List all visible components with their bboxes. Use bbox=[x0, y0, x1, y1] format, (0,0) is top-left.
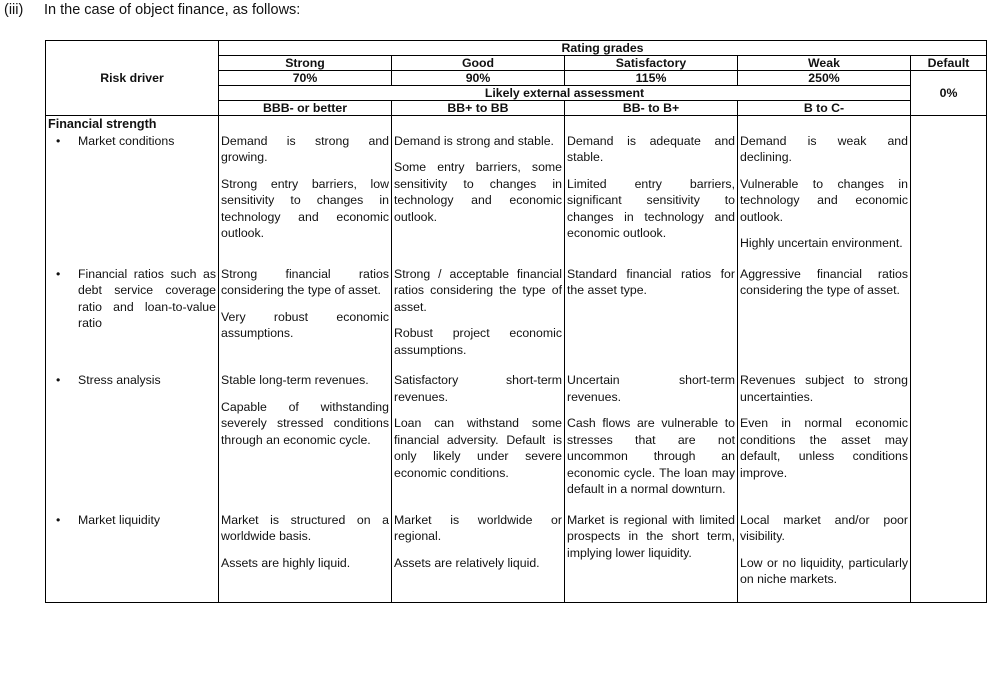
table-row bbox=[46, 266, 987, 373]
bullet-icon: • bbox=[56, 266, 61, 281]
cell-paragraph: Local market and/or poor visibility. bbox=[740, 512, 908, 543]
cell-paragraph: Assets are highly liquid. bbox=[221, 555, 351, 570]
cell-strong bbox=[219, 512, 392, 603]
cell-default bbox=[911, 266, 987, 373]
cell-good bbox=[392, 266, 565, 373]
cell-paragraph: Strong / acceptable financial ratios considering the type of asset. bbox=[394, 266, 562, 314]
cell-paragraph: Very robust economic assumptions. bbox=[221, 309, 389, 340]
table-row bbox=[46, 512, 987, 603]
cell-paragraph: Vulnerable to changes in technology and economic outlook. bbox=[740, 176, 908, 224]
section-text: In the case of object finance, as follows: bbox=[44, 2, 301, 18]
table-row bbox=[46, 133, 987, 266]
cell-good bbox=[392, 512, 565, 603]
cell-paragraph: Low or no liquidity, particularly on niche markets. bbox=[740, 555, 908, 586]
risk-driver-label: Market liquidity bbox=[78, 512, 161, 527]
cell-paragraph: Uncertain short-term revenues. bbox=[567, 373, 735, 404]
cell-weak bbox=[738, 512, 911, 603]
cell-default bbox=[911, 133, 987, 266]
risk-driver-header: Risk driver bbox=[46, 41, 219, 116]
table-body bbox=[46, 116, 987, 603]
cell-paragraph: Demand is weak and declining. bbox=[740, 133, 908, 164]
cell-paragraph: Loan can withstand some financial adversity. Default is only likely under severe economic conditions. bbox=[394, 416, 562, 480]
grade-name-strong: Strong bbox=[219, 56, 392, 71]
risk-driver-financial-ratios bbox=[46, 266, 219, 373]
category-row bbox=[46, 116, 987, 133]
cell-paragraph: Stable long-term revenues. bbox=[221, 373, 369, 387]
cell-paragraph: Market is worldwide or regional. bbox=[394, 512, 562, 543]
cell-paragraph: Market is structured on a worldwide basis. bbox=[221, 512, 389, 543]
cell-good bbox=[392, 372, 565, 512]
bullet-icon: • bbox=[56, 512, 61, 527]
cell-paragraph: Robust project economic assumptions. bbox=[394, 326, 562, 357]
cell-paragraph: Some entry barriers, some sensitivity to changes in technology and economic outlook. bbox=[394, 160, 562, 224]
cell-satisfactory bbox=[565, 512, 738, 603]
grade-weight-satisfactory: 115% bbox=[565, 71, 738, 86]
risk-driver-stress-analysis bbox=[46, 372, 219, 512]
cell-strong bbox=[219, 372, 392, 512]
cell-paragraph: Strong financial ratios considering the type of asset. bbox=[221, 266, 389, 297]
likely-external-assessment-header: Likely external assessment bbox=[219, 86, 911, 101]
cell-default bbox=[911, 512, 987, 603]
cell-paragraph: Cash flows are vulnerable to stresses that are not uncommon through an economic cycle. The loan may default in a normal downturn. bbox=[567, 416, 735, 496]
category-label: Financial strength bbox=[46, 116, 219, 133]
grade-weight-good: 90% bbox=[392, 71, 565, 86]
cell-strong bbox=[219, 133, 392, 266]
cell-strong bbox=[219, 266, 392, 373]
cell-satisfactory bbox=[565, 266, 738, 373]
cell-weak bbox=[738, 266, 911, 373]
grade-name-satisfactory: Satisfactory bbox=[565, 56, 738, 71]
cell-paragraph: Capable of withstanding severely stressed conditions through an economic cycle. bbox=[221, 399, 389, 447]
bullet-icon: • bbox=[56, 373, 61, 387]
risk-driver-market-conditions bbox=[46, 133, 219, 266]
grade-name-good: Good bbox=[392, 56, 565, 71]
table-header bbox=[46, 41, 987, 116]
grade-weight-weak: 250% bbox=[738, 71, 911, 86]
cell-paragraph: Even in normal economic conditions the asset may default, unless conditions improve. bbox=[740, 416, 908, 480]
rating-grades-header: Rating grades bbox=[219, 41, 987, 56]
rating-grades-table bbox=[45, 40, 987, 603]
assessment-good: BB+ to BB bbox=[392, 101, 565, 116]
table-row bbox=[46, 372, 987, 512]
cell-paragraph: Revenues subject to strong uncertainties. bbox=[740, 373, 908, 404]
section-number: (iii) bbox=[4, 2, 24, 18]
section-heading bbox=[4, 2, 300, 18]
grade-name-default: Default bbox=[911, 56, 987, 71]
grade-weight-default: 0% bbox=[911, 71, 987, 116]
cell-paragraph: Demand is strong and stable. bbox=[394, 133, 554, 148]
grade-name-weak: Weak bbox=[738, 56, 911, 71]
cell-paragraph: Strong entry barriers, low sensitivity to changes in technology and economic outlook. bbox=[221, 176, 389, 240]
cell-paragraph: Highly uncertain environment. bbox=[740, 236, 903, 250]
risk-driver-label: Stress analysis bbox=[78, 373, 161, 387]
cell-paragraph: Demand is adequate and stable. bbox=[567, 133, 735, 164]
cell-paragraph: Standard financial ratios for the asset type. bbox=[567, 266, 735, 297]
risk-driver-label: Market conditions bbox=[78, 133, 175, 148]
cell-paragraph: Limited entry barriers, significant sensitivity to changes in technology and economic outlook. bbox=[567, 176, 735, 240]
cell-default bbox=[911, 372, 987, 512]
assessment-satisfactory: BB- to B+ bbox=[565, 101, 738, 116]
cell-satisfactory bbox=[565, 372, 738, 512]
grade-weight-strong: 70% bbox=[219, 71, 392, 86]
cell-good bbox=[392, 133, 565, 266]
risk-driver-label: Financial ratios such as debt service coverage ratio and loan-to-value ratio bbox=[78, 266, 216, 330]
assessment-weak: B to C- bbox=[738, 101, 911, 116]
cell-weak bbox=[738, 133, 911, 266]
assessment-strong: BBB- or better bbox=[219, 101, 392, 116]
cell-paragraph: Demand is strong and growing. bbox=[221, 133, 389, 164]
cell-paragraph: Satisfactory short-term revenues. bbox=[394, 373, 562, 404]
bullet-icon: • bbox=[56, 133, 61, 148]
cell-paragraph: Assets are relatively liquid. bbox=[394, 555, 540, 570]
cell-weak bbox=[738, 372, 911, 512]
cell-paragraph: Aggressive financial ratios considering the type of asset. bbox=[740, 266, 908, 297]
risk-driver-market-liquidity bbox=[46, 512, 219, 603]
cell-satisfactory bbox=[565, 133, 738, 266]
cell-paragraph: Market is regional with limited prospects in the short term, implying lower liquidity. bbox=[567, 512, 735, 560]
